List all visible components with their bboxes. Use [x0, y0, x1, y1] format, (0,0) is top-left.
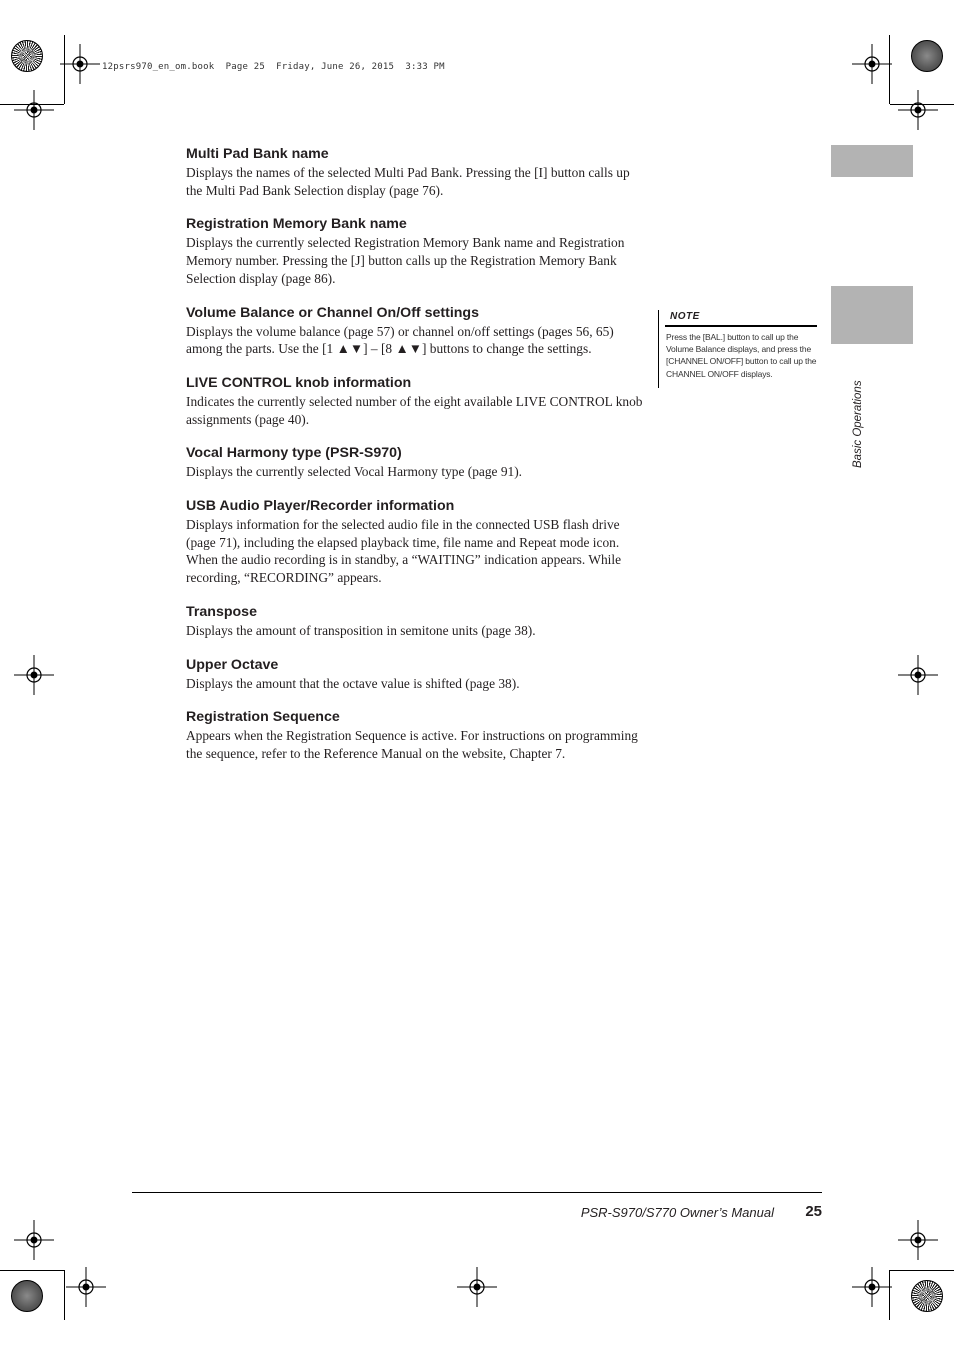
section-title: Transpose	[186, 603, 257, 620]
section-body: Displays the currently selected Registration Memory Bank name and Registration Memory number. Pressing the [J] button calls up the Registration Memory Bank Selection display (page 86).	[186, 235, 625, 286]
footer-divider	[132, 1192, 822, 1193]
manual-title: PSR-S970/S770 Owner’s Manual	[580, 1205, 774, 1220]
section-vocal-harmony-type	[186, 445, 646, 481]
section-title: Vocal Harmony type (PSR-S970)	[186, 445, 402, 462]
section-usb-audio-player	[186, 498, 646, 587]
section-body: Displays the names of the selected Multi Pad Bank. Pressing the [I] button calls up the Multi Pad Bank Selection display (page 76).	[186, 165, 630, 198]
note-label: NOTE	[670, 311, 700, 322]
section-body: Appears when the Registration Sequence is active. For instructions on programming the sequence, refer to the Reference Manual on the website, Chapter 7.	[186, 728, 638, 761]
section-upper-octave	[186, 657, 646, 693]
chapter-side-label: Basic Operations	[852, 380, 864, 468]
chapter-tab	[831, 145, 913, 177]
crop-mark	[890, 1270, 954, 1271]
section-live-control-knob	[186, 375, 646, 428]
section-volume-balance	[186, 305, 646, 358]
section-title: USB Audio Player/Recorder information	[186, 498, 455, 515]
registration-mark-icon	[852, 1267, 892, 1307]
note-text: Press the [BAL.] button to call up the Volume Balance displays, and press the [CHANNEL ON/OFF] button to call up the CHANNEL ON/OFF displays.	[666, 332, 817, 379]
section-title: Registration Sequence	[186, 709, 340, 726]
section-registration-memory-bank-name	[186, 216, 646, 287]
registration-mark-icon	[457, 1267, 497, 1307]
crop-mark	[0, 1270, 64, 1271]
chapter-tab-active	[831, 286, 913, 344]
section-title: Registration Memory Bank name	[186, 216, 407, 233]
section-title: Multi Pad Bank name	[186, 146, 329, 162]
registration-mark-icon	[14, 1220, 54, 1260]
color-target-icon	[11, 40, 43, 72]
registration-mark-icon	[60, 44, 100, 84]
section-multi-pad-bank-name	[186, 146, 646, 199]
section-title: LIVE CONTROL knob information	[186, 374, 412, 391]
color-target-icon	[911, 1280, 943, 1312]
registration-mark-icon	[14, 90, 54, 130]
registration-mark-icon	[898, 655, 938, 695]
registration-mark-icon	[898, 1220, 938, 1260]
registration-mark-icon	[66, 1267, 106, 1307]
section-body: Displays the amount that the octave value is shifted (page 38).	[186, 675, 520, 691]
page-number: 25	[805, 1203, 822, 1220]
color-target-icon	[11, 1280, 43, 1312]
section-transpose	[186, 604, 646, 640]
section-body: Indicates the currently selected number of the eight available LIVE CONTROL knob assignments (page 40).	[186, 393, 643, 427]
crop-mark	[64, 1270, 65, 1320]
main-content	[186, 146, 646, 780]
section-body: Displays the volume balance (page 57) or channel on/off settings (pages 56, 65) among the parts. Use the [1 ▲▼] – [8 ▲▼] buttons to change the settings.	[186, 323, 614, 357]
note-divider	[665, 325, 817, 327]
section-body: Displays the currently selected Vocal Harmony type (page 91).	[186, 464, 523, 480]
section-registration-sequence	[186, 709, 646, 762]
registration-mark-icon	[898, 90, 938, 130]
print-file-info: 12psrs970_en_om.book Page 25 Friday, June 26, 2015 3:33 PM	[102, 62, 445, 72]
section-body: Displays information for the selected audio file in the connected USB flash drive (page 71), including the elapsed playback time, file name and Repeat mode icon. When the audio recording is in standby, a “WAITING” indication appears. While recording, “RECORDING” appears.	[186, 517, 622, 586]
color-target-icon	[911, 40, 943, 72]
note-box	[658, 310, 817, 388]
section-body: Displays the amount of transposition in semitone units (page 38).	[186, 622, 536, 638]
section-title: Volume Balance or Channel On/Off settings	[186, 304, 479, 321]
section-title: Upper Octave	[186, 656, 279, 673]
registration-mark-icon	[852, 44, 892, 84]
registration-mark-icon	[14, 655, 54, 695]
